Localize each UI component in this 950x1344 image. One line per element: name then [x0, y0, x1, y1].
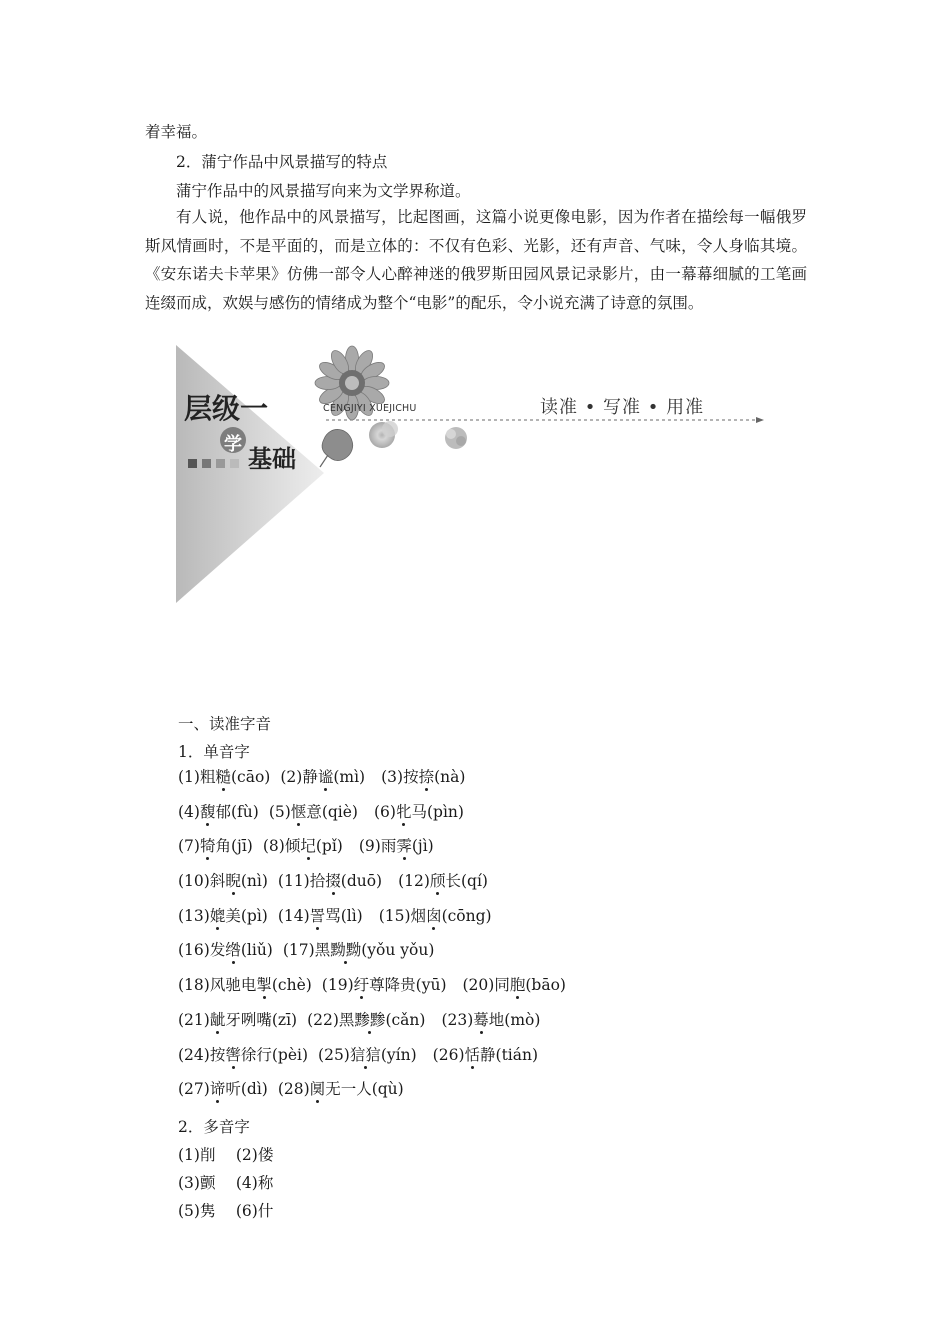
banner-title-circle: 学: [224, 434, 242, 455]
vocab-item: [178, 1011, 297, 1029]
vocab-target-char: 谧: [317, 768, 334, 786]
vocab-pre: 斜: [209, 872, 226, 891]
square-icon: [188, 459, 197, 468]
vocab-py: (cōng): [441, 906, 492, 925]
vocab-py: (pèi): [271, 1045, 309, 1064]
vocab-target-char: 圮: [300, 837, 316, 856]
vocab-py: (mì): [333, 768, 366, 786]
vocab-py: (qù): [371, 1080, 404, 1099]
vocab-num: (13): [178, 906, 210, 925]
vocab-py: (cāo): [231, 768, 271, 786]
triangle-shape: [176, 345, 324, 603]
vocab-item: [307, 1011, 425, 1029]
vocab-item: [178, 1046, 308, 1064]
vocab-py: (pì): [240, 906, 268, 925]
vocab-item: [374, 803, 464, 821]
vocab-num: (25): [318, 1045, 350, 1064]
intro-paragraph: 蒲宁作品中的风景描写向来为文学界称道。: [176, 182, 471, 200]
vocab-row: [178, 829, 582, 864]
vocab-py: (cǎn): [385, 1010, 426, 1029]
vocab-py: (pǐ): [315, 837, 343, 856]
vocab-pre: 雨: [380, 837, 397, 856]
vocab-pre: 粗: [199, 768, 216, 786]
section-heading: 2．蒲宁作品中风景描写的特点: [176, 153, 388, 171]
vocab-row: [178, 864, 582, 899]
vocab-pre: 发: [209, 941, 226, 960]
vocab-target-char: 掇: [325, 872, 341, 891]
vocab-target-char: 纡: [353, 976, 370, 995]
vocab-num: (1): [178, 768, 200, 786]
vocab-py: (tián): [495, 1045, 539, 1064]
vocab-target-char: 霁: [396, 837, 412, 856]
vocab-post: 美: [225, 906, 241, 925]
banner-graphic: [176, 345, 776, 610]
vocab-item: [178, 1080, 268, 1098]
vocab-py: (yǒu yǒu): [361, 941, 435, 960]
vocab-num: (27): [178, 1080, 210, 1099]
vocab-pre: 同: [494, 976, 510, 995]
vocab-target-char: 胞: [509, 976, 526, 995]
vocab-item: [178, 837, 253, 855]
vocab-num: (26): [432, 1045, 465, 1064]
vocab-item: [283, 941, 435, 959]
vocab-item: [178, 803, 259, 821]
vocab-py: (duō): [340, 872, 383, 891]
vocab-num: (15): [378, 906, 411, 925]
vocab-py: (mò): [504, 1010, 541, 1029]
vocab-py: (pìn): [426, 802, 464, 821]
vocab-py: (bāo): [525, 976, 566, 995]
multi-item: (3)颤 (4)称: [178, 1174, 274, 1192]
vocab-target-char: 狺狺: [349, 1045, 381, 1064]
vocab-pre: 静: [302, 768, 318, 786]
vocab-num: (24): [178, 1045, 210, 1064]
vocab-num: (23): [441, 1010, 474, 1029]
vocab-item: [322, 976, 447, 994]
vocab-row: [178, 933, 582, 968]
vocab-target-char: 馥: [199, 802, 216, 821]
multi-item: (1)削 (2)偻: [178, 1146, 274, 1164]
vocab-num: (16): [178, 941, 210, 960]
vocab-pre: 按: [209, 1045, 226, 1064]
vocab-item: [463, 976, 566, 994]
vocab-item: [263, 837, 343, 855]
vocab-num: (2): [280, 768, 303, 786]
vocab-pre: 黑: [338, 1010, 355, 1029]
vocab-py: (zī): [271, 1010, 298, 1029]
vocab-target-char: 蓦: [473, 1010, 489, 1029]
banner-pinyin: CENGJIYI XUEJICHU: [323, 403, 417, 414]
vocab-target-char: 掣: [256, 976, 272, 995]
vocab-row: [178, 968, 582, 1003]
vocab-item: [269, 803, 358, 821]
vocab-item: [359, 837, 434, 855]
small-flower-icon: [445, 427, 467, 449]
vocab-target-char: 黪黪: [354, 1010, 386, 1029]
square-icon: [216, 459, 225, 468]
section-title: 一、读准字音: [178, 715, 272, 733]
vocab-num: (8): [262, 837, 285, 856]
vocab-row: [178, 1003, 582, 1038]
vocab-post: 郁: [215, 802, 231, 821]
vocab-py: (nì): [240, 872, 268, 891]
vocab-py: (jì): [411, 837, 434, 856]
vocab-target-char: 媲: [209, 906, 226, 925]
vocab-num: (21): [178, 1010, 210, 1029]
vocab-target-char: 囱: [426, 906, 442, 925]
vocab-target-char: 犄: [199, 837, 216, 856]
vocab-pre: 按: [403, 768, 419, 786]
vocab-item: [318, 1046, 417, 1064]
vocab-post: 骂: [325, 906, 341, 925]
vocab-item: [178, 941, 273, 959]
multi-item: (5)隽 (6)什: [178, 1202, 274, 1220]
vocab-target-char: 恬: [464, 1045, 481, 1064]
vocab-post: 无一人: [325, 1080, 372, 1099]
vocab-item: [178, 872, 268, 890]
vocab-target-char: 黝黝: [330, 941, 362, 960]
square-icon: [202, 459, 211, 468]
vocab-pre: 黑: [314, 941, 331, 960]
vocab-row: [178, 1072, 582, 1107]
vocab-target-char: 颀: [429, 872, 446, 891]
vocab-py: (qiè): [321, 802, 358, 821]
vocab-target-char: 牝: [395, 802, 412, 821]
vocab-py: (dì): [240, 1080, 268, 1099]
vocab-target-char: 詈: [309, 906, 326, 925]
vocab-num: (11): [277, 872, 310, 891]
vocab-row: [178, 1038, 582, 1073]
vocab-num: (9): [358, 837, 381, 856]
vocab-item: [278, 872, 382, 890]
vocab-num: (22): [307, 1010, 339, 1029]
vocab-item: [178, 976, 312, 994]
vocab-num: (18): [178, 976, 210, 995]
vocab-num: (14): [277, 906, 310, 925]
vocab-post: 马: [411, 802, 427, 821]
vocab-row: [178, 760, 582, 795]
vocab-num: (12): [398, 872, 430, 891]
vocab-pre: 拾: [309, 872, 326, 891]
vocab-py: (yín): [380, 1045, 417, 1064]
vocab-py: (yū): [415, 976, 447, 995]
vocab-list: [178, 760, 582, 1107]
vocab-num: (10): [178, 872, 210, 891]
vocab-num: (7): [178, 837, 200, 856]
subsection-title: 2．多音字: [178, 1118, 250, 1136]
small-flower-icon: [369, 421, 398, 448]
banner-mottos: 读准 • 写准 • 用准: [540, 397, 705, 418]
vocab-post: 尊降贵: [369, 976, 416, 995]
vocab-num: (6): [373, 802, 396, 821]
vocab-item: [379, 907, 492, 925]
vocab-post: 牙咧嘴: [225, 1010, 272, 1029]
vocab-py: (liǔ): [240, 941, 273, 960]
vocab-target-char: 惬: [290, 802, 307, 821]
level-banner: [176, 345, 776, 610]
square-icon: [230, 459, 239, 468]
vocab-num: (28): [277, 1080, 310, 1099]
subsection-title: 1．单音字: [178, 743, 250, 761]
vocab-item: [178, 768, 270, 786]
vocab-target-char: 糙: [215, 768, 231, 786]
vocab-row: [178, 795, 582, 830]
vocab-py: (lì): [340, 906, 363, 925]
vocab-pre: 风驰电: [209, 976, 257, 995]
vocab-post: 静: [480, 1045, 496, 1064]
vocab-target-char: 捺: [418, 768, 435, 786]
vocab-item: [178, 907, 268, 925]
vocab-item: [381, 768, 465, 786]
vocab-post: 地: [488, 1010, 505, 1029]
vocab-num: (19): [321, 976, 354, 995]
vocab-target-char: 龇: [209, 1010, 226, 1029]
vocab-num: (17): [282, 941, 315, 960]
vocab-target-char: 辔: [225, 1045, 241, 1064]
vocab-post: 徐行: [240, 1045, 272, 1064]
vocab-pre: 倾: [284, 837, 301, 856]
vocab-target-char: 绺: [225, 941, 241, 960]
small-flower-icon: [320, 429, 353, 467]
vocab-item: [398, 872, 488, 890]
vocab-row: [178, 899, 582, 934]
vocab-item: [278, 1080, 404, 1098]
vocab-py: (qí): [460, 872, 488, 891]
vocab-target-char: 阒: [309, 1080, 326, 1099]
vocab-item: [280, 768, 365, 786]
vocab-post: 听: [225, 1080, 241, 1099]
vocab-post: 角: [215, 837, 231, 856]
arrow-head-icon: [756, 417, 764, 423]
vocab-py: (chè): [271, 976, 312, 995]
vocab-item: [441, 1011, 540, 1029]
vocab-py: (jī): [231, 837, 253, 856]
vocab-num: (20): [462, 976, 495, 995]
vocab-py: (nà): [434, 768, 466, 786]
vocab-num: (5): [268, 802, 291, 821]
vocab-item: [433, 1046, 538, 1064]
vocab-num: (3): [381, 768, 404, 786]
vocab-post: 意: [306, 802, 322, 821]
vocab-item: [278, 907, 363, 925]
banner-title-main: 层级一: [184, 392, 269, 425]
vocab-target-char: 睨: [225, 872, 241, 891]
vocab-num: (4): [178, 802, 200, 821]
intro-tail-line: 着幸福。: [145, 123, 208, 141]
vocab-pre: 烟: [410, 906, 427, 925]
vocab-post: 长: [445, 872, 461, 891]
vocab-py: (fù): [231, 802, 259, 821]
intro-paragraph-long: 有人说，他作品中的风景描写，比起图画，这篇小说更像电影，因为作者在描绘每一幅俄罗斯风情画时，不是平面的，而是立体的：不仅有色彩、光影，还有声音、气味，令人身临其境。《安东诺夫卡苹果》仿佛一部令人心醉神迷的俄罗斯田园风景记录影片，由一幕幕细腻的工笔画连缀而成，欢娱与感伤的情绪成为整个“电影”的配乐，令小说充满了诗意的氛围。: [145, 208, 807, 312]
banner-title-sub: 基础: [248, 445, 296, 473]
vocab-target-char: 谛: [209, 1080, 226, 1099]
